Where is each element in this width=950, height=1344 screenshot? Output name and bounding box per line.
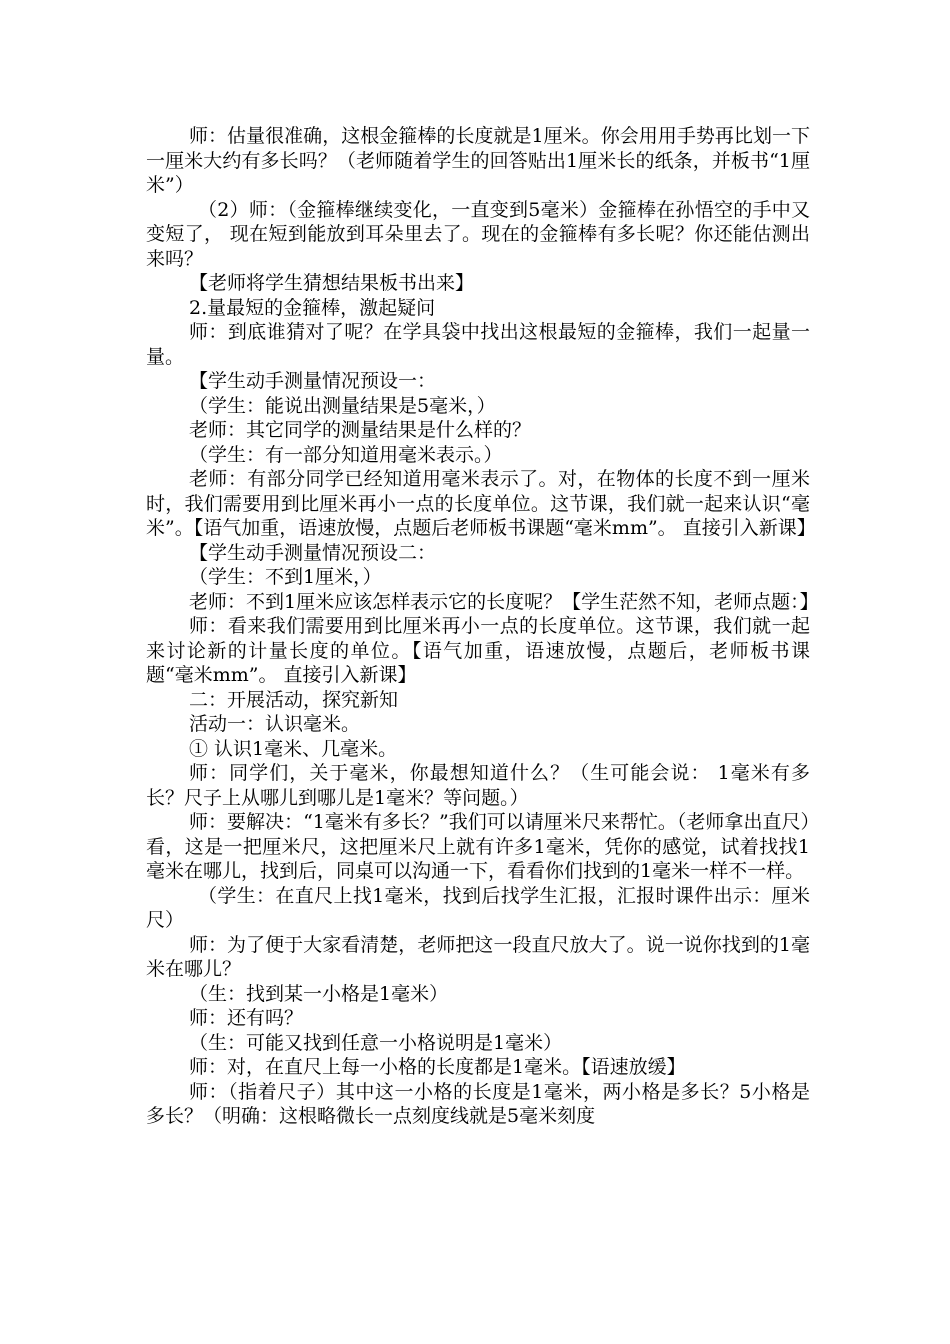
paragraph: 【学生动手测量情况预设一： bbox=[189, 370, 437, 392]
paragraph: 师：（指着尺子）其中这一小格的长度是1毫米，两小格是多长？5小格是多长？（明确：这根略微长一点刻度线就是5毫米刻度 bbox=[146, 1080, 810, 1127]
paragraph: 师：同学们，关于毫米，你最想知道什么？（生可能会说： 1毫米有多长？尺子上从哪儿到哪儿是1毫米？等问题。） bbox=[146, 762, 810, 809]
paragraph: 师：对，在直尺上每一小格的长度都是1毫米。【语速放缓】 bbox=[189, 1056, 686, 1078]
paragraph: 【老师将学生猜想结果板书出来】 bbox=[189, 272, 475, 294]
paragraph: 师：到底谁猜对了呢？在学具袋中找出这根最短的金箍棒，我们一起量一量。 bbox=[146, 321, 810, 368]
paragraph: 2.量最短的金箍棒，激起疑问 bbox=[189, 296, 436, 319]
paragraph: 老师：不到1厘米应该怎样表示它的长度呢？【学生茫然不知，老师点题：】 bbox=[189, 590, 819, 613]
paragraph: 师：看来我们需要用到比厘米再小一点的长度单位。这节课，我们就一起来讨论新的计量长度的单位。【语气加重，语速放慢，点题后，老师板书课题“毫米mm”。 直接引入新课】 bbox=[146, 615, 810, 686]
paragraph: （生：找到某一小格是1毫米） bbox=[189, 982, 449, 1005]
paragraph: 老师：有部分同学已经知道用毫米表示了。对，在物体的长度不到一厘米时，我们需要用到比厘米再小一点的长度单位。这节课，我们就一起来认识“毫米”。【语气加重，语速放慢，点题后老师板书课题“毫米mm”。 直接引入新课】 bbox=[146, 468, 816, 539]
paragraph: 师：要解决：“1毫米有多长？”我们可以请厘米尺来帮忙。（老师拿出直尺）看，这是一把厘米尺，这把厘米尺上就有许多1毫米，凭你的感觉，试着找找1毫米在哪儿，找到后，同桌可以沟通一下，看看你们找到的1毫米一样不一样。 bbox=[146, 811, 810, 882]
paragraph: 师：估量很准确，这根金箍棒的长度就是1厘米。你会用用手势再比划一下一厘米大约有多长吗？（老师随着学生的回答贴出1厘米长的纸条，并板书“1厘米”） bbox=[146, 125, 810, 196]
paragraph: 【学生动手测量情况预设二： bbox=[189, 541, 437, 564]
paragraph: （学生：有一部分知道用毫米表示。） bbox=[189, 443, 503, 466]
subsection-heading: ① 认识1毫米、几毫米。 bbox=[189, 737, 398, 760]
section-heading: 二：开展活动，探究新知 bbox=[189, 688, 399, 711]
activity-heading: 活动一：认识毫米。 bbox=[189, 713, 361, 735]
document-body bbox=[146, 124, 819, 1129]
paragraph: 老师：其它同学的测量结果是什么样的？ bbox=[189, 419, 532, 441]
paragraph: 师：为了便于大家看清楚，老师把这一段直尺放大了。说一说你找到的1毫米在哪儿？ bbox=[146, 933, 810, 980]
paragraph: 师：还有吗？ bbox=[189, 1007, 304, 1029]
paragraph: （学生：在直尺上找1毫米，找到后找学生汇报，汇报时课件出示：厘米尺） bbox=[146, 884, 810, 931]
paragraph: （学生：不到1厘米，） bbox=[189, 566, 382, 588]
paragraph: （生：可能又找到任意一小格说明是1毫米） bbox=[189, 1031, 563, 1054]
paragraph: （2）师：（金箍棒继续变化，一直变到5毫米）金箍棒在孙悟空的手中又变短了， 现在短到能放到耳朵里去了。现在的金箍棒有多长呢？你还能估测出来吗？ bbox=[146, 198, 810, 270]
paragraph: （学生：能说出测量结果是5毫米，） bbox=[189, 394, 496, 417]
